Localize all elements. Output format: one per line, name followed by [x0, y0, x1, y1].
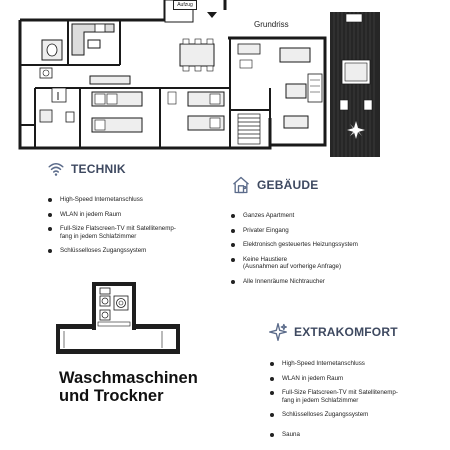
gebaeude-list: [231, 212, 406, 293]
list-item: Schlüsselloses Zugangssystem: [270, 411, 445, 419]
gebaeude-heading: [231, 175, 318, 195]
list-item: Privater Eingang: [231, 227, 406, 235]
laundry-title-line1: Waschmaschinen: [59, 369, 198, 387]
list-item: Full-Size Flatscreen-TV mit Satellitenemp- fang in jedem Schlafzimmer: [48, 225, 218, 240]
extrakomfort-list: [270, 360, 445, 446]
list-item: Schlüsselloses Zugangssystem: [48, 247, 218, 255]
elevator-label: Aufzug: [173, 0, 197, 10]
technik-title: TECHNIK: [71, 162, 126, 176]
house-icon: [231, 175, 251, 195]
list-item: Elektronisch gesteuertes Heizungssystem: [231, 241, 406, 249]
laundry-floor-plan: [56, 282, 180, 354]
gebaeude-title: GEBÄUDE: [257, 178, 319, 192]
list-item: Ganzes Apartment: [231, 212, 406, 220]
wifi-icon: [47, 160, 65, 178]
extrakomfort-heading: [268, 322, 398, 342]
list-item: High-Speed Internetanschluss: [270, 360, 445, 368]
sparkle-icon: [268, 322, 288, 342]
list-item: Alle Innenräume Nichtraucher: [231, 278, 406, 286]
extrakomfort-title: EXTRAKOMFORT: [294, 325, 398, 339]
laundry-title-line2: und Trockner: [59, 387, 164, 405]
list-item: WLAN in jedem Raum: [270, 375, 445, 383]
floor-plan-label: Grundriss: [254, 20, 289, 29]
list-item: Full-Size Flatscreen-TV mit Satellitenemp- fang in jedem Schlafzimmer: [270, 389, 445, 404]
floor-plan: [0, 0, 450, 165]
list-item: Sauna: [270, 431, 445, 439]
technik-heading: [47, 160, 126, 178]
laundry-title: [59, 369, 198, 405]
list-item: Keine Haustiere (Ausnahmen auf vorherige Anfrage): [231, 256, 406, 271]
list-item: High-Speed Internetanschluss: [48, 196, 218, 204]
technik-list: [48, 196, 218, 262]
list-item: WLAN in jedem Raum: [48, 211, 218, 219]
